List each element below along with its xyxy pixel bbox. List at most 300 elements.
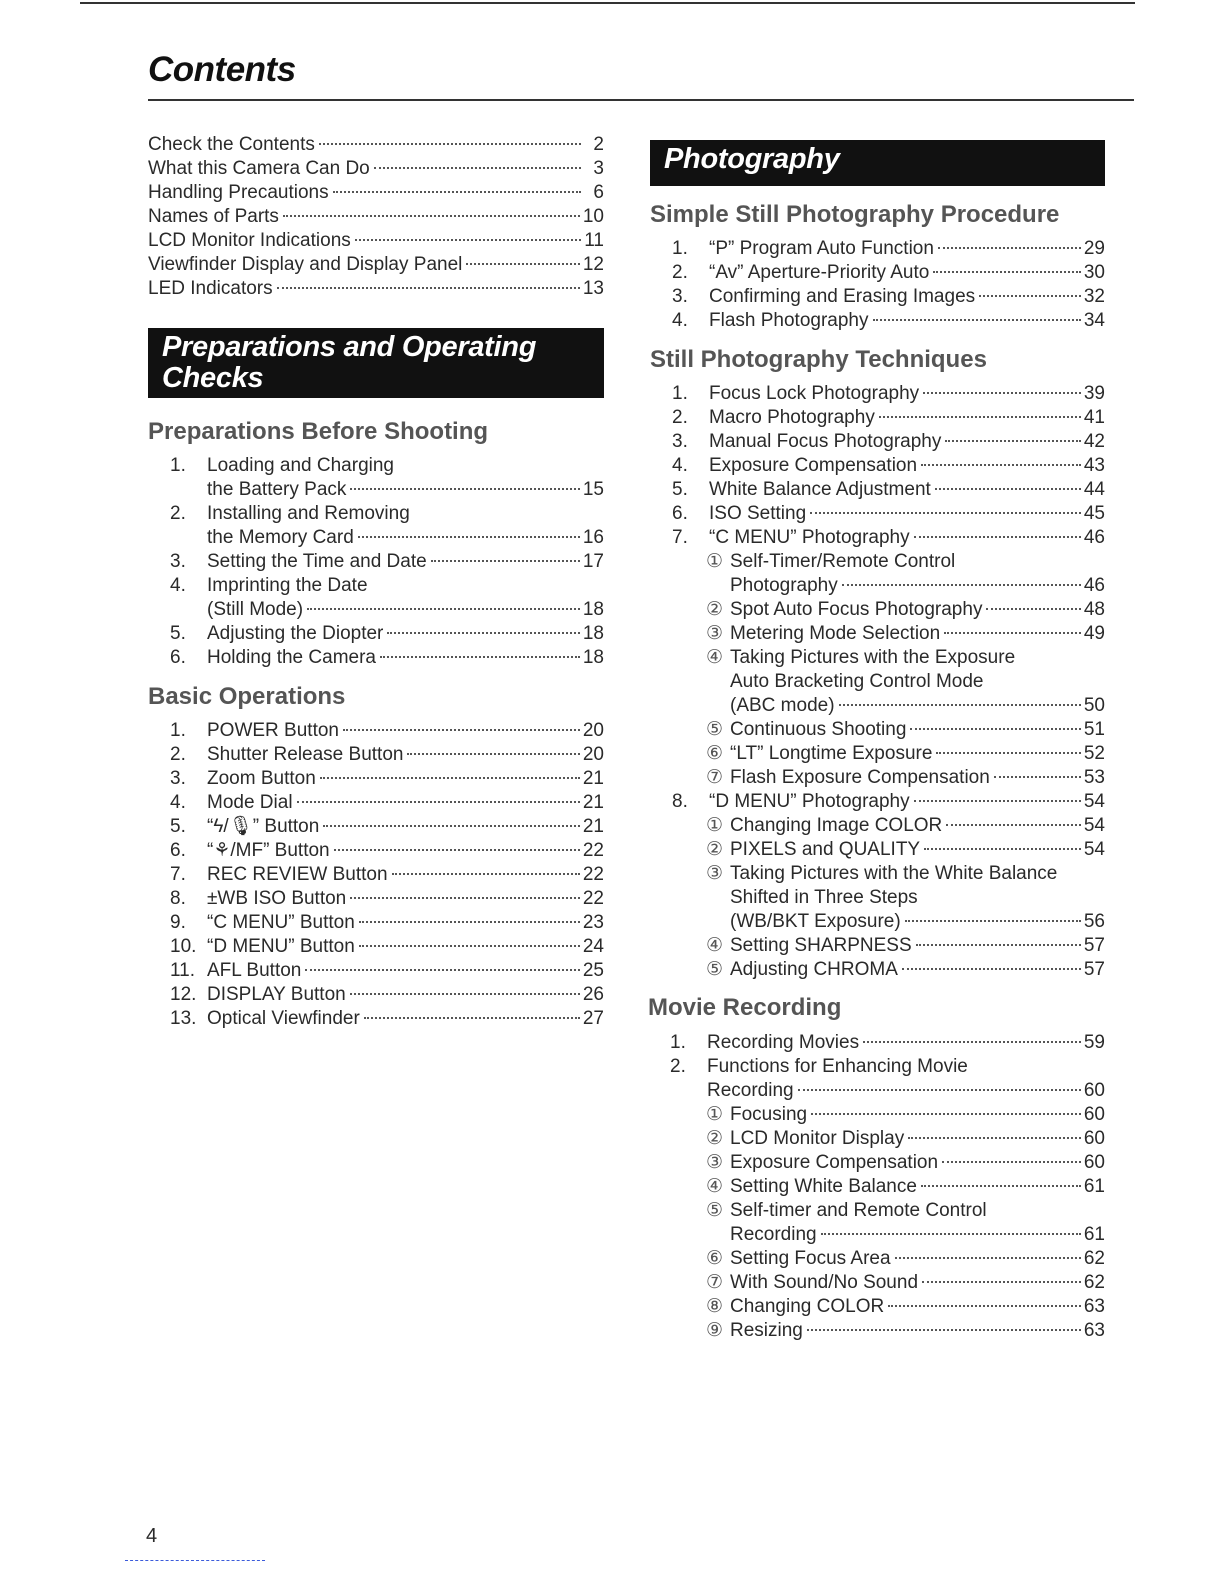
entry-number: 2.: [170, 503, 186, 524]
entry-label: Changing Image COLOR: [730, 815, 943, 836]
dot-leader: [914, 800, 1081, 802]
footer-link-underline: [125, 1560, 265, 1561]
entry-number: 3.: [170, 551, 186, 572]
page-ref: 30: [1083, 262, 1105, 283]
entry-number: 4.: [170, 792, 186, 813]
dot-leader: [359, 945, 580, 947]
entry-label: DISPLAY Button: [207, 984, 346, 1005]
page-ref: 29: [1083, 238, 1105, 259]
dot-leader: [283, 215, 580, 217]
entry-label: “⚘/MF” Button: [207, 840, 330, 861]
toc-entry-line[interactable]: [148, 133, 604, 157]
entry-label: Zoom Button: [207, 768, 316, 789]
circled-number: ①: [706, 1104, 724, 1125]
page-ref: 34: [1083, 310, 1105, 331]
circled-number: ⑨: [706, 1320, 724, 1341]
entry-label: Installing and Removing: [207, 503, 410, 524]
page-ref: 60: [1083, 1128, 1105, 1149]
entry-label: White Balance Adjustment: [709, 479, 931, 500]
page-ref: 60: [1083, 1080, 1105, 1101]
toc-entry-line[interactable]: [672, 910, 1105, 934]
entry-label: Functions for Enhancing Movie: [707, 1056, 968, 1077]
page-ref: 42: [1083, 431, 1105, 452]
heading-simple-still-photography: Simple Still Photography Procedure: [650, 201, 1060, 228]
entry-number: 7.: [170, 864, 186, 885]
heading-basic-operations: Basic Operations: [148, 683, 346, 710]
circled-number: ②: [706, 839, 724, 860]
dot-leader: [946, 824, 1081, 826]
page-ref: 60: [1083, 1104, 1105, 1125]
dot-leader: [323, 825, 580, 827]
entry-label: (Still Mode): [207, 599, 304, 620]
entry-label: Taking Pictures with the Exposure: [730, 647, 1016, 668]
page-ref: 54: [1083, 839, 1105, 860]
entry-number: 3.: [170, 768, 186, 789]
circled-number: ④: [706, 647, 724, 668]
circled-number: ①: [706, 551, 724, 572]
toc-entry-line[interactable]: [170, 1007, 604, 1031]
dot-leader: [807, 1329, 1081, 1331]
toc-entry-line[interactable]: [672, 934, 1105, 958]
toc-entry-line[interactable]: [170, 767, 604, 791]
entry-label: “D MENU” Button: [207, 936, 355, 957]
toc-entry-line[interactable]: [170, 911, 604, 935]
page-ref: 24: [582, 936, 604, 957]
entry-label: Auto Bracketing Control Mode: [730, 671, 984, 692]
entry-label: Recording: [707, 1080, 794, 1101]
dot-leader: [359, 921, 580, 923]
page-ref: 39: [1083, 383, 1105, 404]
dot-leader: [945, 440, 1080, 442]
dot-leader: [821, 1233, 1081, 1235]
dot-leader: [305, 969, 580, 971]
entry-label: “C MENU” Photography: [709, 527, 910, 548]
toc-entry-line[interactable]: [672, 478, 1105, 502]
page-ref: 44: [1083, 479, 1105, 500]
toc-entry-line[interactable]: [672, 382, 1105, 406]
entry-label: Shifted in Three Steps: [730, 887, 918, 908]
entry-number: 1.: [170, 455, 186, 476]
toc-entry-line[interactable]: [672, 718, 1105, 742]
dot-leader: [350, 993, 580, 995]
dot-leader: [343, 729, 580, 731]
entry-label: (ABC mode): [730, 695, 835, 716]
toc-entry-line[interactable]: [672, 406, 1105, 430]
page-ref: 11: [584, 230, 604, 251]
circled-number: ⑤: [706, 959, 724, 980]
toc-entry-line[interactable]: [672, 670, 1105, 694]
toc-entry-line[interactable]: [170, 478, 604, 502]
entry-label: Confirming and Erasing Images: [709, 286, 976, 307]
toc-entry-line[interactable]: [672, 237, 1105, 261]
entry-label: REC REVIEW Button: [207, 864, 388, 885]
dot-leader: [935, 488, 1081, 490]
page-ref: 57: [1083, 935, 1105, 956]
entry-label: Holding the Camera: [207, 647, 376, 668]
dot-leader: [839, 704, 1081, 706]
entry-number: 6.: [672, 503, 688, 524]
dot-leader: [364, 1017, 580, 1019]
entry-label: Optical Viewfinder: [207, 1008, 360, 1029]
entry-number: 2.: [672, 262, 688, 283]
dot-leader: [863, 1041, 1081, 1043]
dot-leader: [374, 167, 581, 169]
toc-entry-line[interactable]: [170, 959, 604, 983]
entry-label: “ϟ/🎙” Button: [207, 816, 320, 837]
toc-entry-line[interactable]: [670, 1151, 1105, 1175]
page-ref: 17: [582, 551, 604, 572]
entry-number: 9.: [170, 912, 186, 933]
dot-leader: [350, 488, 579, 490]
entry-label: ISO Setting: [709, 503, 807, 524]
entry-label: Exposure Compensation: [709, 455, 918, 476]
toc-entry-line[interactable]: [170, 887, 604, 911]
entry-label: the Battery Pack: [207, 479, 347, 500]
toc-entry-line[interactable]: [672, 454, 1105, 478]
entry-label: Focusing: [730, 1104, 808, 1125]
dot-leader: [466, 263, 579, 265]
dot-leader: [905, 920, 1081, 922]
toc-entry-line[interactable]: [170, 791, 604, 815]
entry-number: 5.: [170, 816, 186, 837]
entry-number: 4.: [672, 310, 688, 331]
toc-entry-line[interactable]: [148, 181, 604, 205]
entry-label: Shutter Release Button: [207, 744, 404, 765]
circled-number: ③: [706, 1152, 724, 1173]
toc-entry-line[interactable]: [672, 742, 1105, 766]
entry-label: LCD Monitor Display: [730, 1128, 905, 1149]
page-ref: 60: [1083, 1152, 1105, 1173]
entry-label: Setting White Balance: [730, 1176, 917, 1197]
general-entries: [148, 133, 604, 301]
toc-entry-line[interactable]: [672, 261, 1105, 285]
toc-entry-line[interactable]: [670, 1199, 1105, 1223]
toc-entry-line[interactable]: [672, 574, 1105, 598]
heading-still-photography-techniques: Still Photography Techniques: [650, 346, 987, 373]
toc-entry-line[interactable]: [148, 205, 604, 229]
dot-leader: [358, 536, 580, 538]
page-ref: 54: [1083, 815, 1105, 836]
toc-entry-line[interactable]: [170, 983, 604, 1007]
page-ref: 18: [582, 647, 604, 668]
banner-line: Preparations and Operating: [162, 331, 537, 363]
entry-number: 13.: [170, 1008, 197, 1029]
page-ref: 45: [1083, 503, 1105, 524]
page-ref: 21: [582, 816, 604, 837]
toc-entry-line[interactable]: [672, 838, 1105, 862]
entry-label: With Sound/No Sound: [730, 1272, 919, 1293]
dot-leader: [307, 608, 580, 610]
page-ref: 22: [582, 888, 604, 909]
toc-entry-line[interactable]: [672, 550, 1105, 574]
circled-number: ③: [706, 863, 724, 884]
entry-label: Adjusting CHROMA: [730, 959, 898, 980]
dot-leader: [933, 271, 1081, 273]
page-number: 4: [146, 1525, 158, 1547]
page-ref: 16: [582, 527, 604, 548]
entry-label: “D MENU” Photography: [709, 791, 910, 812]
page-ref: 21: [582, 792, 604, 813]
page-ref: 51: [1083, 719, 1105, 740]
toc-entry-line[interactable]: [672, 430, 1105, 454]
circled-number: ③: [706, 623, 724, 644]
toc-entry-line[interactable]: [672, 958, 1105, 982]
dot-leader: [923, 392, 1081, 394]
entry-label: AFL Button: [207, 960, 302, 981]
dot-leader: [902, 968, 1081, 970]
entry-number: 6.: [170, 647, 186, 668]
entry-label: the Memory Card: [207, 527, 354, 548]
dot-leader: [387, 632, 579, 634]
dot-leader: [355, 239, 581, 241]
page-ref: 62: [1083, 1272, 1105, 1293]
toc-entry-line[interactable]: [170, 646, 604, 670]
entry-label: Focus Lock Photography: [709, 383, 920, 404]
toc-entry-line[interactable]: [670, 1055, 1105, 1079]
dot-leader: [320, 777, 580, 779]
dot-leader: [986, 608, 1080, 610]
entry-number: 5.: [672, 479, 688, 500]
dot-leader: [938, 247, 1081, 249]
toc-entry-line[interactable]: [670, 1319, 1105, 1343]
title-rule: [148, 99, 1134, 101]
entry-label: Manual Focus Photography: [709, 431, 942, 452]
entry-label: Flash Photography: [709, 310, 869, 331]
toc-entry-line[interactable]: [148, 253, 604, 277]
entry-label: Photography: [730, 575, 838, 596]
toc-entry-line[interactable]: [148, 277, 604, 301]
entry-label: PIXELS and QUALITY: [730, 839, 921, 860]
page-ref: 21: [582, 768, 604, 789]
toc-entry-line[interactable]: [672, 285, 1105, 309]
page-ref: 3: [593, 158, 604, 179]
toc-entry-line[interactable]: [170, 454, 604, 478]
toc-entry-line[interactable]: [170, 863, 604, 887]
entry-label: Imprinting the Date: [207, 575, 368, 596]
dot-leader: [407, 753, 579, 755]
page-ref: 63: [1083, 1296, 1105, 1317]
dot-leader: [994, 776, 1081, 778]
page-ref: 2: [593, 134, 604, 155]
dot-leader: [921, 1185, 1081, 1187]
toc-entry-line[interactable]: [170, 935, 604, 959]
entry-number: 8.: [672, 791, 688, 812]
toc-entry-line[interactable]: [670, 1175, 1105, 1199]
toc-entry-line[interactable]: [170, 574, 604, 598]
entry-label: Flash Exposure Compensation: [730, 767, 990, 788]
toc-entry-line[interactable]: [672, 309, 1105, 333]
toc-entry-line[interactable]: [672, 646, 1105, 670]
page-ref: 15: [582, 479, 604, 500]
dot-leader: [350, 897, 580, 899]
entry-number: 3.: [672, 286, 688, 307]
toc-entry-line[interactable]: [672, 886, 1105, 910]
page-ref: 13: [582, 278, 604, 299]
toc-entry-line[interactable]: [170, 502, 604, 526]
entry-label: Recording: [730, 1224, 817, 1245]
page-ref: 25: [582, 960, 604, 981]
toc-entry-line[interactable]: [170, 526, 604, 550]
dot-leader: [333, 191, 581, 193]
toc-entry-line[interactable]: [170, 622, 604, 646]
page-title: Contents: [148, 50, 296, 89]
toc-entry-line[interactable]: [670, 1295, 1105, 1319]
toc-entry-line[interactable]: [148, 157, 604, 181]
page-ref: 12: [582, 254, 604, 275]
entry-label: Viewfinder Display and Display Panel: [148, 254, 463, 275]
toc-entry-line[interactable]: [148, 229, 604, 253]
page-ref: 18: [582, 623, 604, 644]
page-ref: 46: [1083, 575, 1105, 596]
circled-number: ⑦: [706, 1272, 724, 1293]
dot-leader: [916, 944, 1081, 946]
toc-entry-line[interactable]: [670, 1031, 1105, 1055]
toc-entry-line[interactable]: [672, 622, 1105, 646]
page-ref: 62: [1083, 1248, 1105, 1269]
entry-number: 1.: [170, 720, 186, 741]
page-ref: 57: [1083, 959, 1105, 980]
entry-label: Mode Dial: [207, 792, 293, 813]
page-ref: 50: [1083, 695, 1105, 716]
section-banner-photography: Photography: [650, 140, 1105, 186]
basic-operations-list: [170, 719, 604, 1031]
dot-leader: [277, 287, 580, 289]
entry-label: Setting the Time and Date: [207, 551, 427, 572]
entry-number: 8.: [170, 888, 186, 909]
page-ref: 18: [582, 599, 604, 620]
page-ref: 56: [1083, 911, 1105, 932]
entry-label: “LT” Longtime Exposure: [730, 743, 933, 764]
dot-leader: [334, 849, 580, 851]
page-ref: 63: [1083, 1320, 1105, 1341]
toc-entry-line[interactable]: [672, 814, 1105, 838]
entry-number: 12.: [170, 984, 197, 1005]
page-ref: 61: [1083, 1176, 1105, 1197]
page-ref: 32: [1083, 286, 1105, 307]
top-rule: [80, 2, 1135, 4]
dot-leader: [921, 464, 1081, 466]
heading-movie-recording: Movie Recording: [648, 994, 842, 1021]
dot-leader: [431, 560, 580, 562]
entry-number: 10.: [170, 936, 197, 957]
entry-label: LED Indicators: [148, 278, 273, 299]
toc-entry-line[interactable]: [672, 694, 1105, 718]
toc-entry-line[interactable]: [672, 526, 1105, 550]
page-ref: 20: [582, 744, 604, 765]
toc-entry-line[interactable]: [672, 862, 1105, 886]
entry-label: Resizing: [730, 1320, 803, 1341]
dot-leader: [922, 1281, 1081, 1283]
dot-leader: [798, 1089, 1081, 1091]
circled-number: ④: [706, 1176, 724, 1197]
entry-label: Metering Mode Selection: [730, 623, 941, 644]
page-ref: 20: [582, 720, 604, 741]
circled-number: ⑥: [706, 743, 724, 764]
entry-label: Spot Auto Focus Photography: [730, 599, 983, 620]
entry-label: “Av” Aperture-Priority Auto: [709, 262, 930, 283]
entry-label: “P” Program Auto Function: [709, 238, 934, 259]
entry-label: (WB/BKT Exposure): [730, 911, 901, 932]
page-ref: 54: [1083, 791, 1105, 812]
entry-label: Self-timer and Remote Control: [730, 1200, 987, 1221]
entry-label: Names of Parts: [148, 206, 279, 227]
circled-number: ②: [706, 599, 724, 620]
entry-label: Adjusting the Diopter: [207, 623, 384, 644]
page-ref: 46: [1083, 527, 1105, 548]
dot-leader: [895, 1257, 1081, 1259]
heading-preparations-before-shooting: Preparations Before Shooting: [148, 418, 489, 445]
entry-label: Continuous Shooting: [730, 719, 907, 740]
entry-number: 5.: [170, 623, 186, 644]
toc-entry-line[interactable]: [672, 502, 1105, 526]
entry-label: POWER Button: [207, 720, 339, 741]
entry-number: 3.: [672, 431, 688, 452]
techniques-list: [672, 382, 1105, 982]
entry-number: 7.: [672, 527, 688, 548]
toc-entry-line[interactable]: [670, 1223, 1105, 1247]
dot-leader: [811, 1113, 1081, 1115]
page-ref: 48: [1083, 599, 1105, 620]
dot-leader: [380, 656, 580, 658]
page-ref: 61: [1083, 1224, 1105, 1245]
dot-leader: [908, 1137, 1081, 1139]
page-ref: 23: [582, 912, 604, 933]
page-ref: 52: [1083, 743, 1105, 764]
toc-entry-line[interactable]: [672, 790, 1105, 814]
banner-line: Checks: [162, 362, 264, 394]
toc-entry-line[interactable]: [170, 719, 604, 743]
entry-number: 1.: [670, 1032, 686, 1053]
entry-label: Changing COLOR: [730, 1296, 885, 1317]
toc-entry-line[interactable]: [670, 1127, 1105, 1151]
toc-entry-line[interactable]: [670, 1103, 1105, 1127]
toc-entry-line[interactable]: [170, 743, 604, 767]
entry-label: What this Camera Can Do: [148, 158, 370, 179]
toc-entry-line[interactable]: [670, 1079, 1105, 1103]
page-ref: 22: [582, 864, 604, 885]
toc-entry-line[interactable]: [170, 550, 604, 574]
entry-number: 2.: [170, 744, 186, 765]
entry-label: Setting SHARPNESS: [730, 935, 912, 956]
page-ref: 49: [1083, 623, 1105, 644]
dot-leader: [297, 801, 580, 803]
circled-number: ⑦: [706, 767, 724, 788]
simple-still-list: [672, 237, 1105, 333]
entry-number: 4.: [170, 575, 186, 596]
page-ref: 26: [582, 984, 604, 1005]
section-banner-preparations: [148, 328, 604, 398]
page-ref: 59: [1083, 1032, 1105, 1053]
entry-number: 6.: [170, 840, 186, 861]
toc-entry-line[interactable]: [170, 815, 604, 839]
dot-leader: [924, 848, 1081, 850]
circled-number: ⑤: [706, 719, 724, 740]
dot-leader: [936, 752, 1080, 754]
toc-entry-line[interactable]: [170, 839, 604, 863]
entry-label: Setting Focus Area: [730, 1248, 891, 1269]
toc-entry-line[interactable]: [672, 598, 1105, 622]
entry-label: Check the Contents: [148, 134, 315, 155]
circled-number: ⑤: [706, 1200, 724, 1221]
entry-number: 4.: [672, 455, 688, 476]
page-ref: 27: [582, 1008, 604, 1029]
toc-entry-line[interactable]: [672, 766, 1105, 790]
toc-entry-line[interactable]: [670, 1271, 1105, 1295]
toc-entry-line[interactable]: [670, 1247, 1105, 1271]
toc-entry-line[interactable]: [170, 598, 604, 622]
preparations-list: [170, 454, 604, 670]
entry-label: ±WB ISO Button: [207, 888, 347, 909]
